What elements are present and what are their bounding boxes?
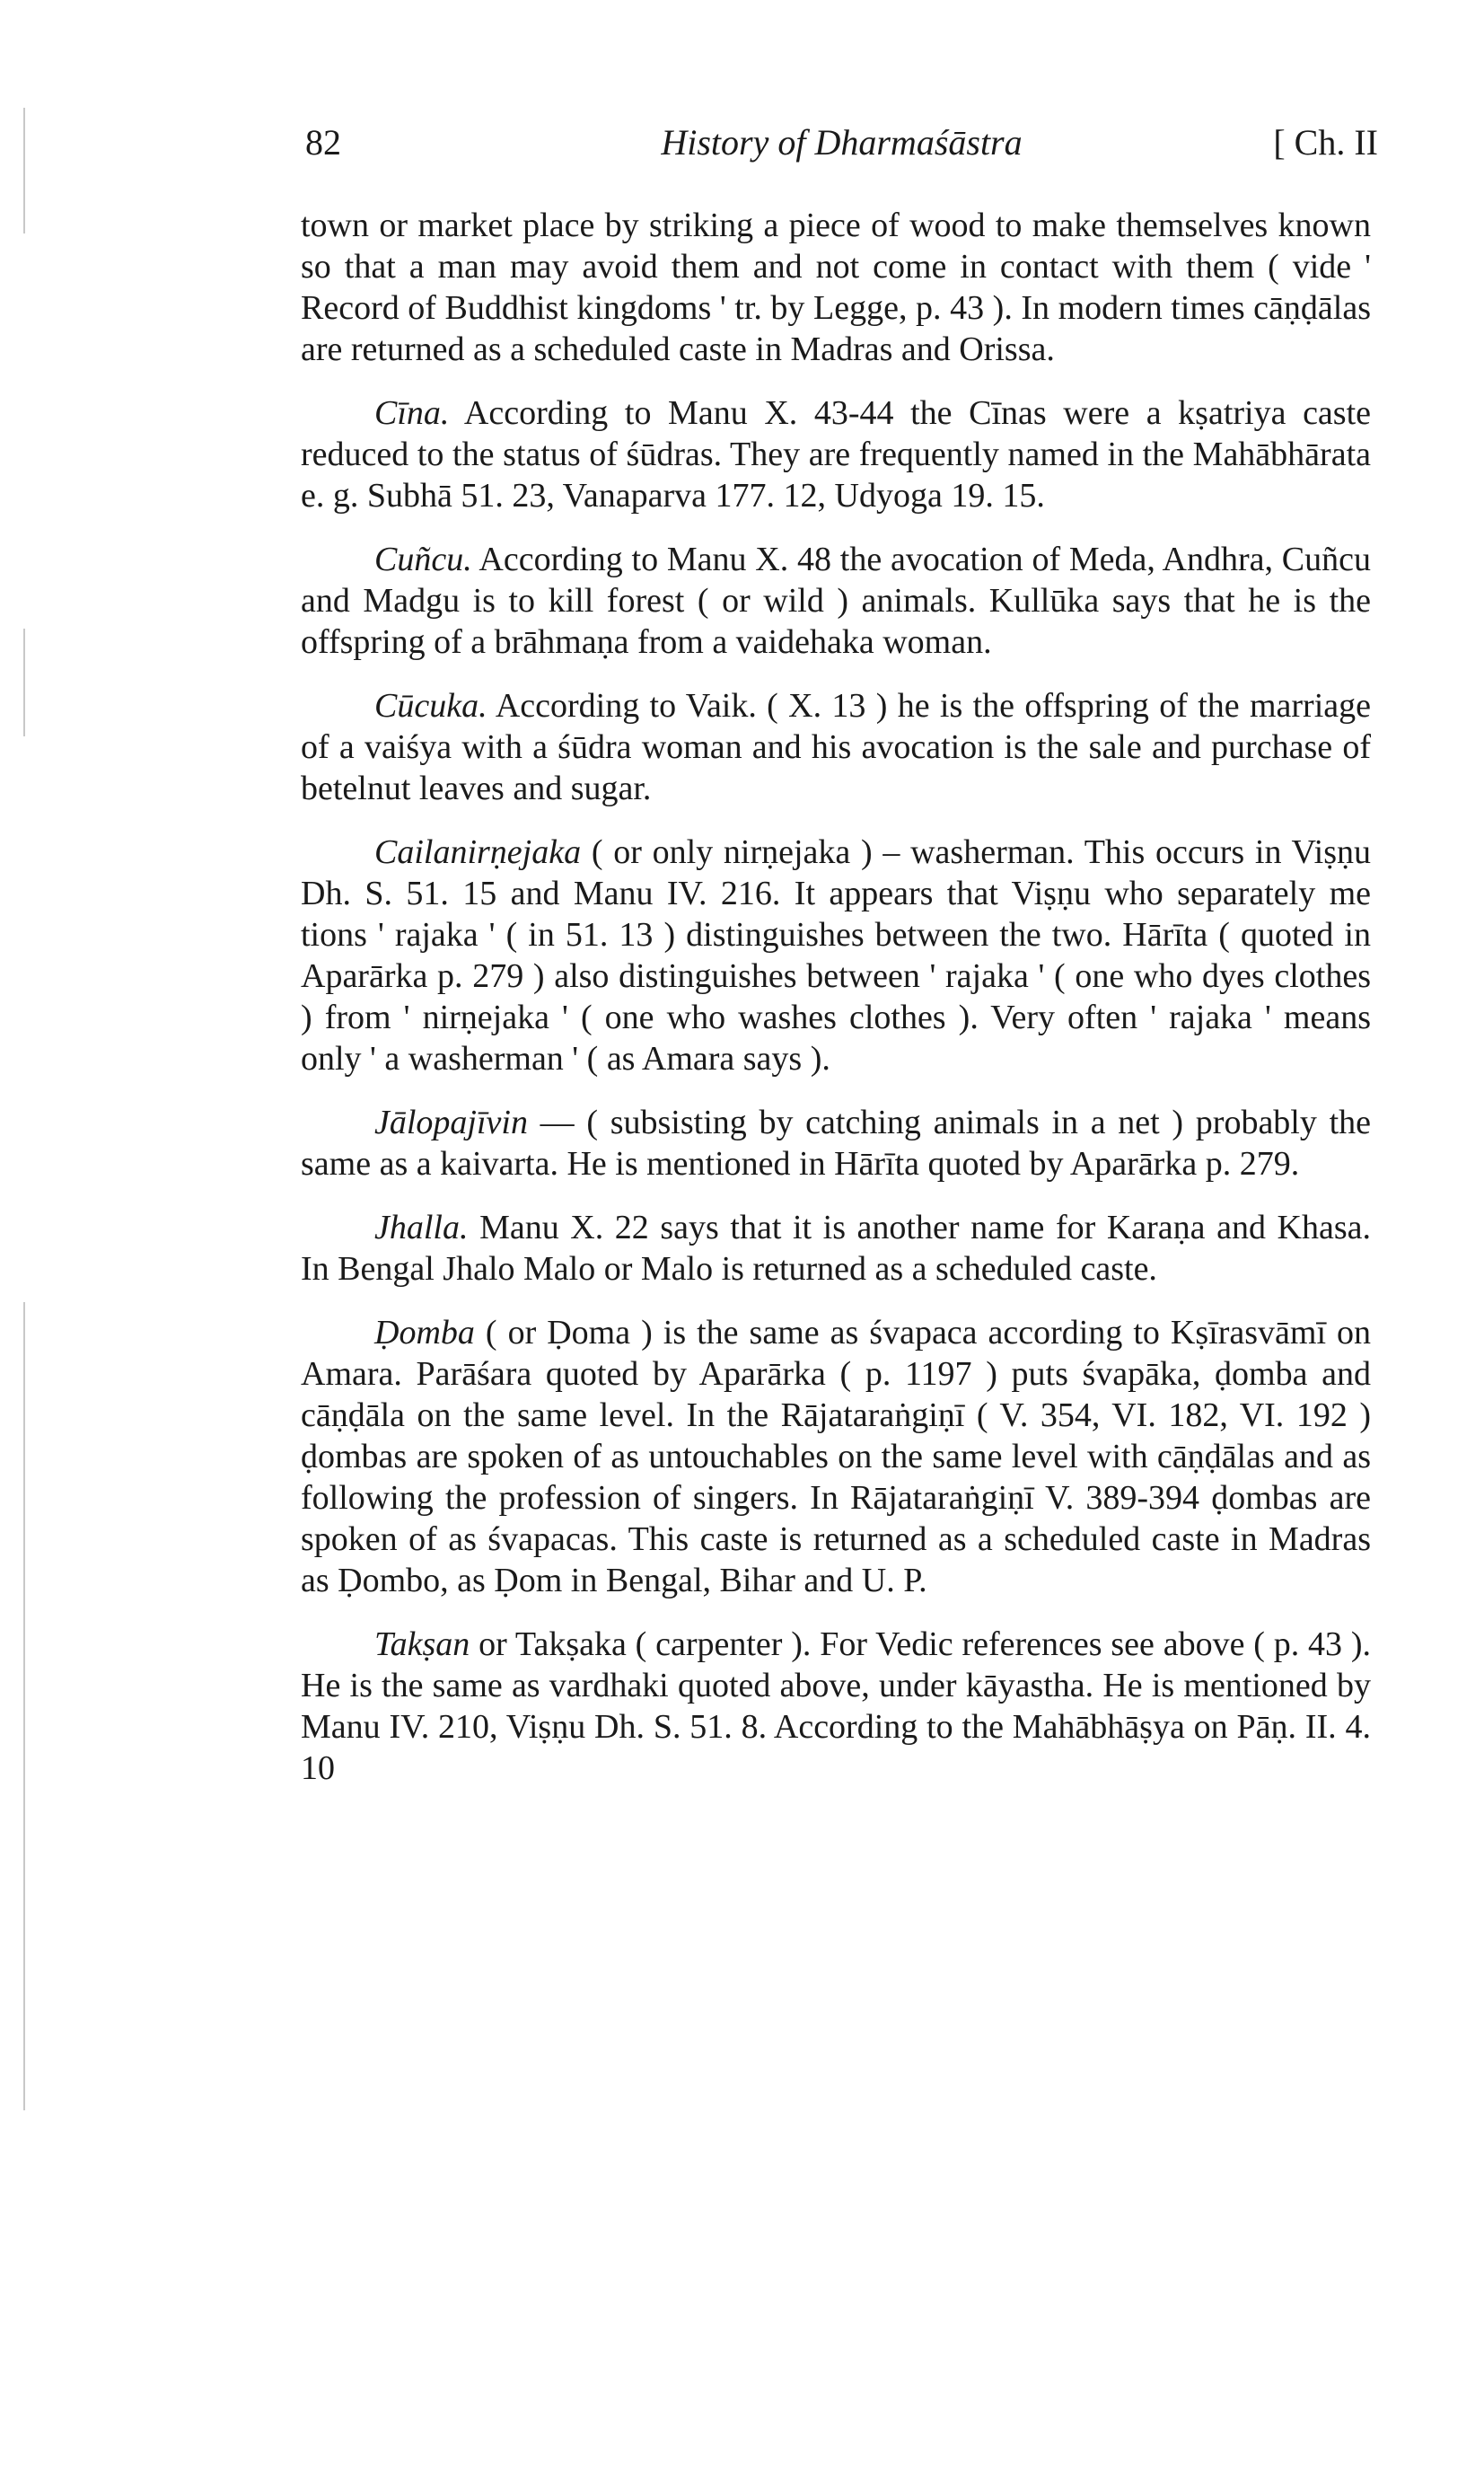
scan-edge-mark — [23, 629, 25, 736]
entry-text: According to Vaik. ( X. 13 ) he is the offspring of the marriage of a vaiśya with a śūdra woman and his avocation is the sale and purchase of betelnut leaves and sugar. — [301, 687, 1371, 807]
entry-text: Manu X. 22 says that it is another name for Karaṇa and Khasa. In Bengal Jhalo Malo or Malo is returned as a scheduled caste. — [301, 1209, 1371, 1288]
entry-term: Ḍomba — [374, 1314, 475, 1352]
entry-jhalla — [301, 1207, 1371, 1290]
entry-taksan — [301, 1624, 1371, 1789]
entry-text: ( or Ḍoma ) is the same as śvapaca according to Kṣīrasvāmī on Amara. Parāśara quoted by Aparārka ( p. 1197 ) puts śvapāka, ḍomba and cāṇḍāla on the same level. In the Rājataraṅgiṇī ( V. 354, VI. 182, VI. 192 ) ḍombas are spoken of as untouchables on the same level with cāṇḍālas and as following the profession of singers. In Rājataraṅgiṇī V. 389-394 ḍombas are spoken of as śvapacas. This caste is returned as a scheduled caste in Madras as Ḍombo, as Ḍom in Bengal, Bihar and U. P. — [301, 1314, 1372, 1599]
entry-term: Cīna. — [374, 394, 450, 432]
entry-cuncu — [301, 539, 1371, 663]
entry-cucuka — [301, 685, 1371, 809]
body-text — [301, 205, 1371, 1811]
entry-text: or Takṣaka ( carpenter ). For Vedic references see above ( p. 43 ). He is the same as vardhaki quoted above, under kāyastha. He is mentioned by Manu IV. 210, Viṣṇu Dh. S. 51. 8. According to the Mahābhāṣya on Pāṇ. II. 4. 10 — [301, 1625, 1371, 1787]
entry-term: Cailanirṇejaka — [374, 833, 582, 871]
entry-domba — [301, 1312, 1371, 1601]
entry-term: Cuñcu. — [374, 541, 472, 578]
entry-term: Jālopajīvin — [374, 1104, 528, 1141]
paragraph-continuation — [301, 205, 1371, 370]
entry-text: — ( subsisting by catching animals in a net ) probably the same as a kaivarta. He is mentioned in Hārīta quoted by Aparārka p. 279. — [301, 1104, 1371, 1183]
entry-term: Jhalla. — [374, 1209, 469, 1246]
scan-edge-mark — [23, 108, 25, 233]
entry-term: Takṣan — [374, 1625, 470, 1663]
entry-term: Cūcuka. — [374, 687, 487, 725]
paragraph-text: town or market place by striking a piece of wood to make themselves known so that a man may avoid them and not come in contact with them ( vide ' Record of Buddhist kingdoms ' tr. by Legge, p. 43 ). In modern times cāṇḍālas are returned as a scheduled caste in Madras and Orissa. — [301, 207, 1371, 368]
scan-edge-mark — [23, 1302, 25, 2110]
entry-text: According to Manu X. 48 the avocation of Meda, Andhra, Cuñcu and Madgu is to kill forest ( or wild ) animals. Kullūka says that he is the offspring of a brāhmaṇa from a vaidehaka woman. — [301, 541, 1371, 661]
page-number: 82 — [305, 122, 341, 163]
entry-jalopajivin — [301, 1102, 1371, 1184]
entry-cina — [301, 392, 1371, 516]
entry-cailanirnejaka — [301, 832, 1371, 1079]
entry-text: ( or only nirṇejaka ) – washerman. This occurs in Viṣṇu Dh. S. 51. 15 and Manu IV. 216. It appears that Viṣṇu who separately me tions ' rajaka ' ( in 51. 13 ) distinguishes between the two. Hārīta ( quoted in Aparārka p. 279 ) also distinguishes between ' rajaka ' ( one who dyes clothes ) from ' nirṇejaka ' ( one who washes clothes ). Very often ' rajaka ' means only ' a washerman ' ( as Amara says ). — [301, 833, 1371, 1078]
chapter-reference: [ Ch. II — [1273, 122, 1378, 163]
running-title: History of Dharmaśāstra — [661, 122, 1023, 163]
page-header — [305, 121, 1378, 175]
entry-text: According to Manu X. 43-44 the Cīnas were a kṣatriya caste reduced to the status of śūdras. They are frequently named in the Mahābhārata e. g. Subhā 51. 23, Vanaparva 177. 12, Udyoga 19. 15. — [301, 394, 1372, 515]
